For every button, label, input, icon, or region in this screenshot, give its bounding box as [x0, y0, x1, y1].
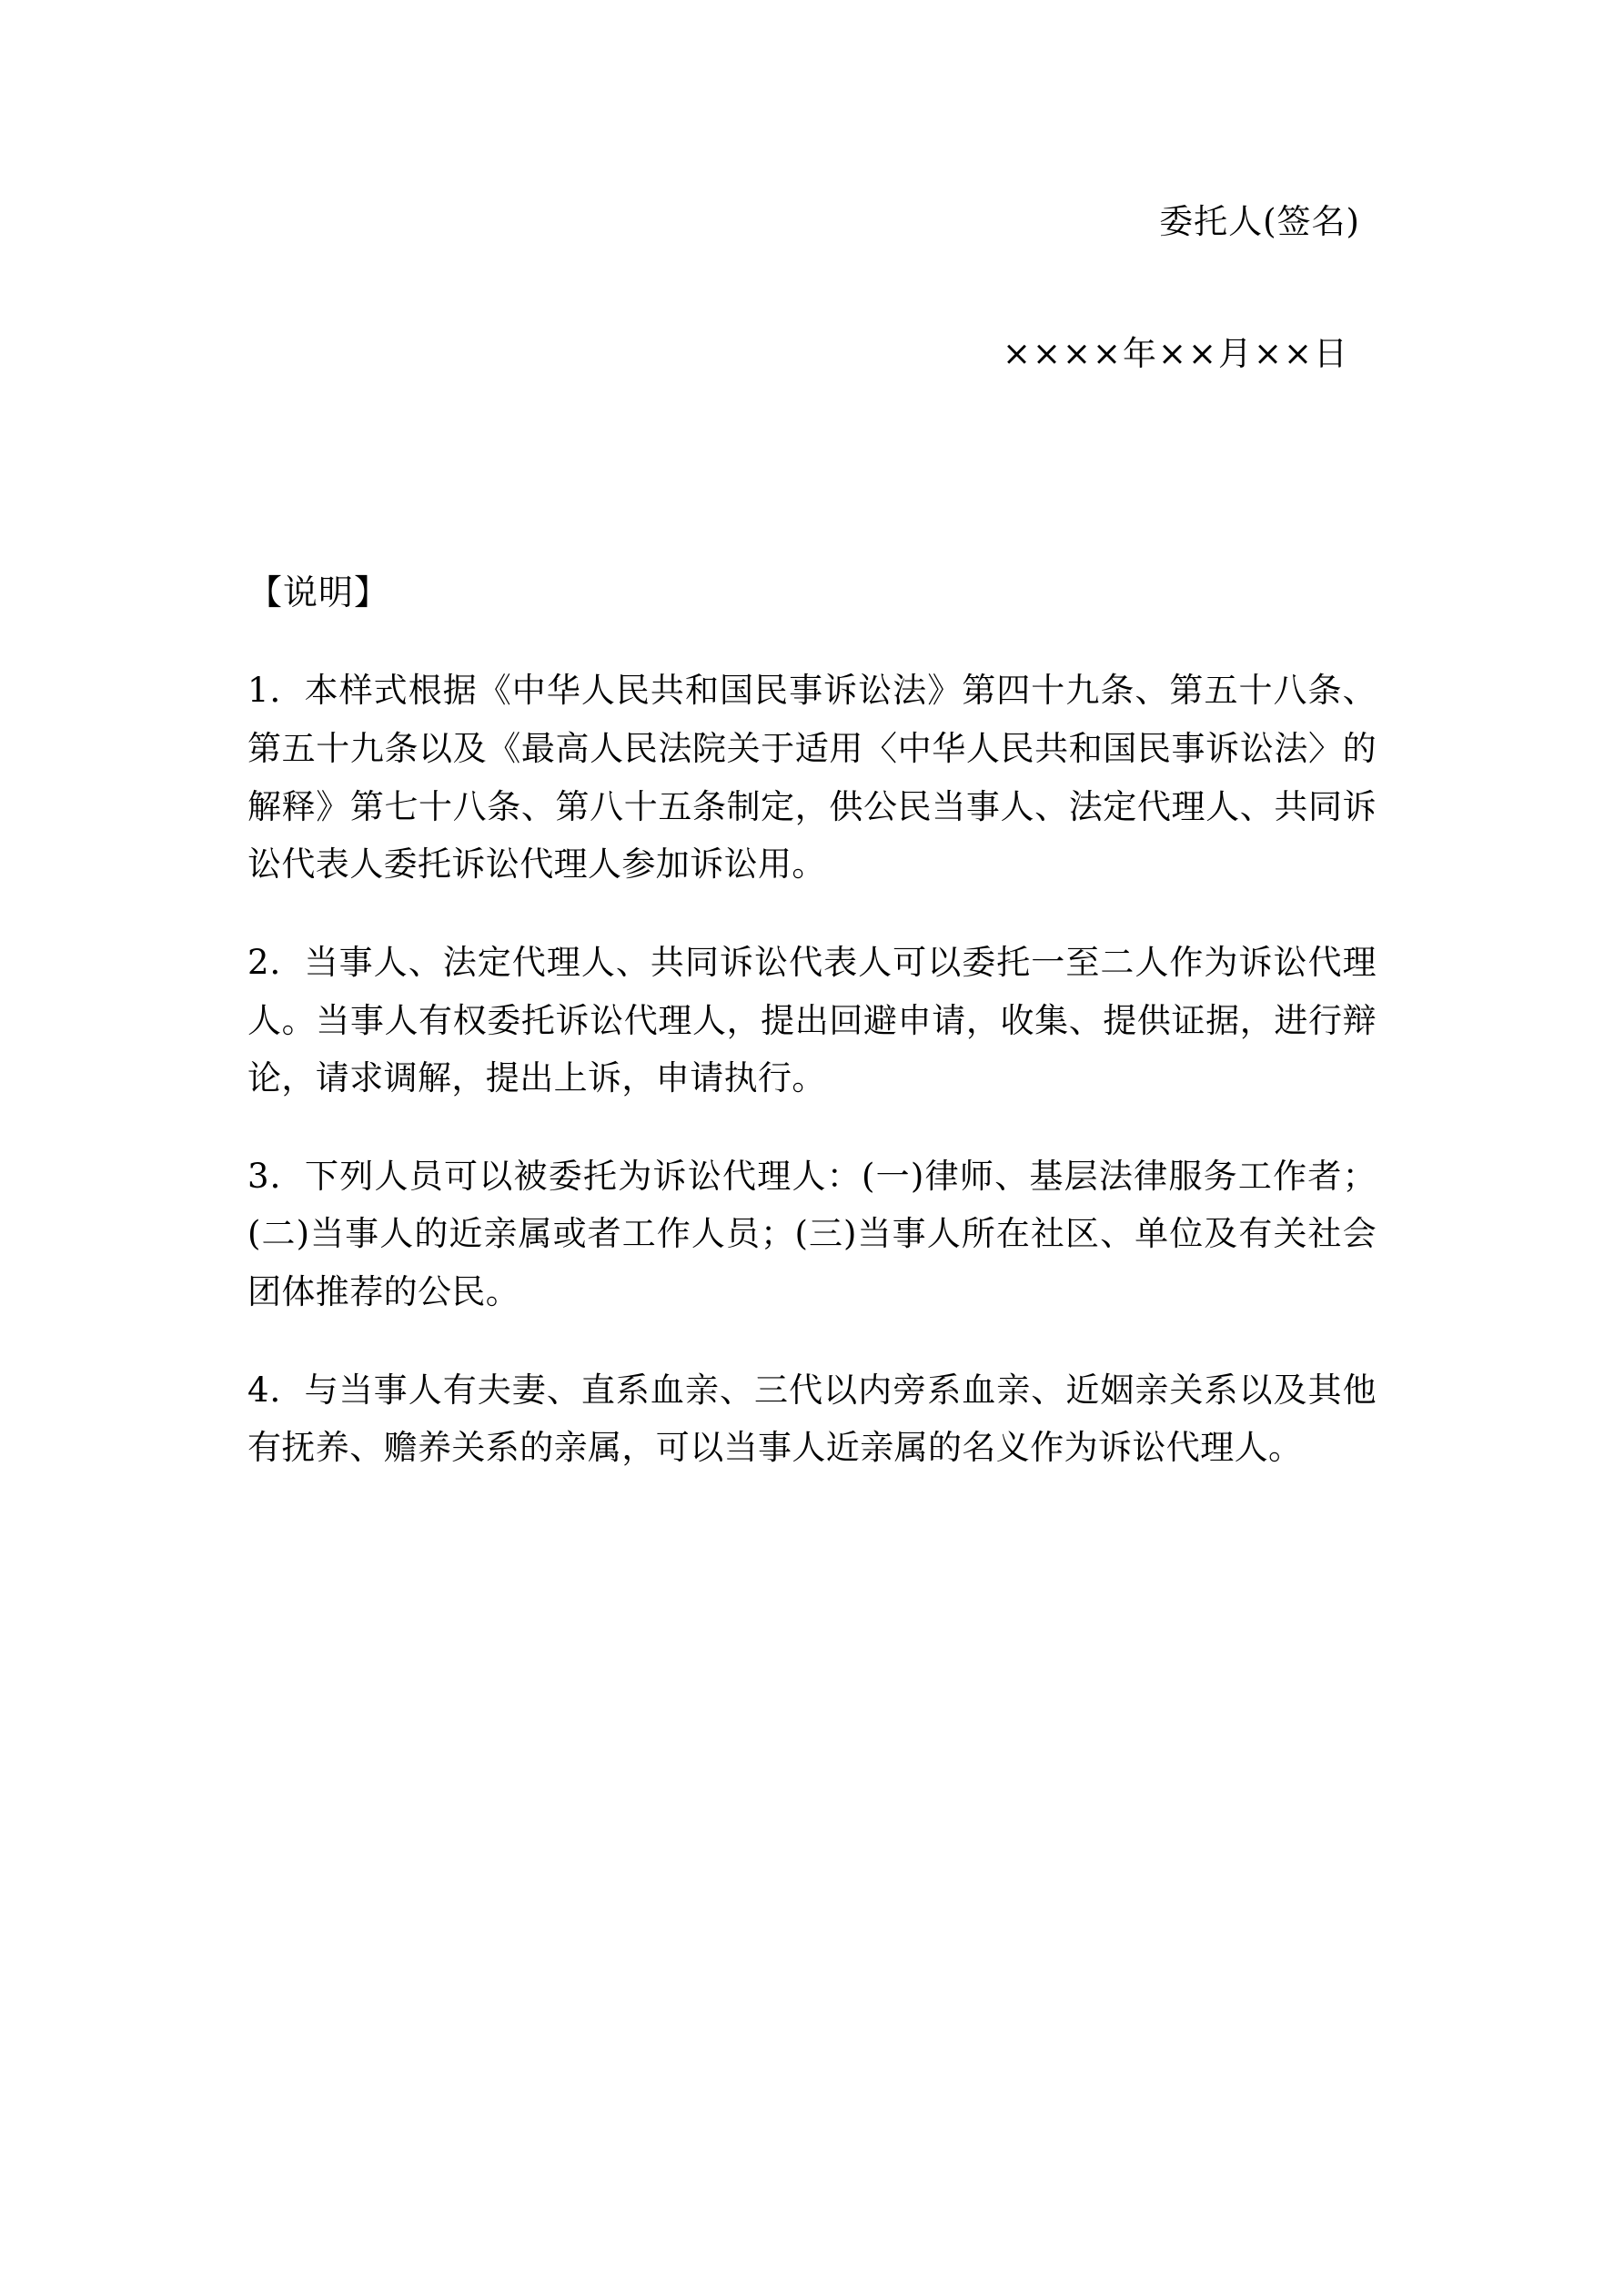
signer-label: 委托人(签名) — [1159, 202, 1360, 241]
signature-block — [247, 202, 1377, 375]
note-item-3: 3．下列人员可以被委托为诉讼代理人：(一)律师、基层法律服务工作者；(二)当事人的近亲属或者工作人员；(三)当事人所在社区、单位及有关社会团体推荐的公民。 — [247, 1156, 1377, 1312]
notes-heading: 【说明】 — [247, 572, 390, 613]
note-item-4: 4．与当事人有夫妻、直系血亲、三代以内旁系血亲、近姻亲关系以及其他有抚养、赡养关系的亲属，可以当事人近亲属的名义作为诉讼代理人。 — [247, 1370, 1377, 1468]
note-item-2: 2．当事人、法定代理人、共同诉讼代表人可以委托一至二人作为诉讼代理人。当事人有权委托诉讼代理人，提出回避申请，收集、提供证据，进行辩论，请求调解，提出上诉，申请执行。 — [247, 942, 1377, 1098]
note-item-1: 1．本样式根据《中华人民共和国民事诉讼法》第四十九条、第五十八条、第五十九条以及《最高人民法院关于适用〈中华人民共和国民事诉讼法〉的解释》第七十八条、第八十五条制定，供公民当事人、法定代理人、共同诉讼代表人委托诉讼代理人参加诉讼用。 — [247, 671, 1377, 885]
signature-date: ××××年××月××日 — [1002, 334, 1349, 374]
